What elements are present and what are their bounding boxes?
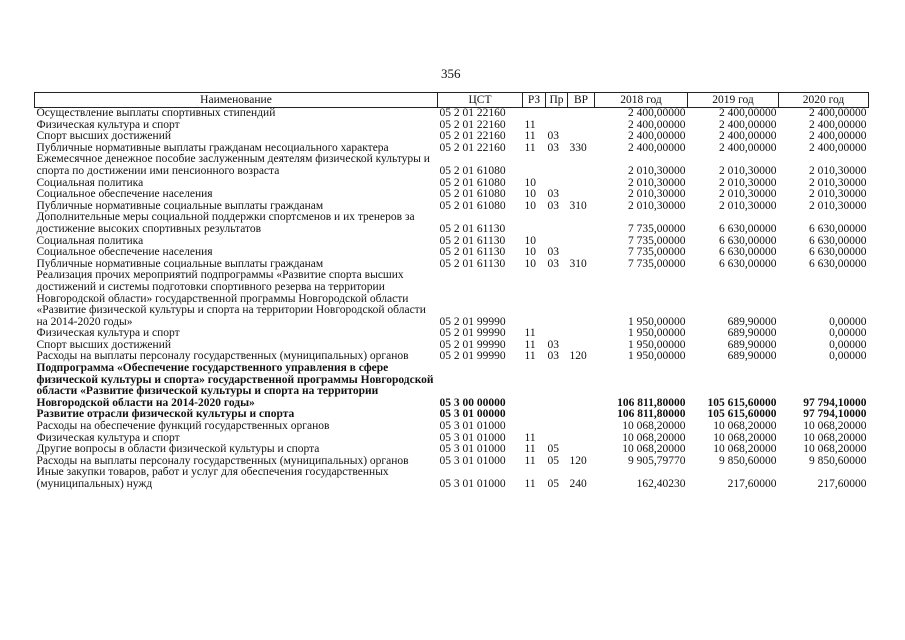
row-cst: 05 2 01 61080 xyxy=(439,188,506,201)
row-vr: 330 xyxy=(569,141,587,154)
row-pr xyxy=(546,270,568,328)
table-body xyxy=(35,108,869,491)
row-cst: 05 3 00 00000 xyxy=(439,396,506,409)
row-cst: 05 3 01 01000 xyxy=(439,454,506,467)
row-cst: 05 3 01 01000 xyxy=(439,420,506,433)
row-pr xyxy=(546,154,568,177)
row-value-2019: 10 068,20000 xyxy=(713,420,777,433)
row-value-2019: 2 400,00000 xyxy=(719,130,777,143)
row-value-2020: 2 010,30000 xyxy=(809,176,867,189)
row-value-2019: 217,60000 xyxy=(727,478,777,490)
row-cst: 05 2 01 61080 xyxy=(439,199,506,212)
row-rz: 11 xyxy=(524,478,536,490)
row-value-2020: 0,00000 xyxy=(829,350,867,363)
row-name: Расходы на выплаты персоналу государственных (муниципальных) органов xyxy=(36,350,409,363)
row-pr: 03 xyxy=(547,141,559,154)
row-value-2018: 2 400,00000 xyxy=(628,141,686,154)
page-number: 356 xyxy=(441,66,461,81)
row-cst: 05 2 01 22160 xyxy=(439,107,506,119)
row-name: Социальная политика xyxy=(36,176,144,189)
row-value-2020: 10 068,20000 xyxy=(803,443,867,456)
row-cst: 05 2 01 61130 xyxy=(439,222,506,235)
row-name: Осуществление выплаты спортивных стипендий xyxy=(36,107,276,119)
row-vr xyxy=(568,247,595,259)
row-value-2018: 10 068,20000 xyxy=(622,443,686,456)
header-cst: ЦСТ xyxy=(438,93,523,108)
row-rz: 10 xyxy=(524,199,536,212)
row-cst: 05 2 01 99990 xyxy=(439,350,506,363)
row-value-2019: 689,90000 xyxy=(727,350,777,363)
row-pr: 03 xyxy=(547,257,559,270)
row-value-2019: 10 068,20000 xyxy=(713,431,777,444)
row-value-2020: 6 630,00000 xyxy=(809,246,867,259)
header-2020: 2020 год xyxy=(779,93,869,108)
row-value-2018: 2 010,30000 xyxy=(628,176,686,189)
row-rz: 10 xyxy=(524,257,536,270)
row-cst: 05 3 01 01000 xyxy=(439,443,506,456)
row-cst: 05 2 01 22160 xyxy=(439,141,506,154)
row-value-2020: 0,00000 xyxy=(829,327,867,340)
row-cst: 05 2 01 99990 xyxy=(439,327,506,340)
header-pr: Пр xyxy=(546,93,568,108)
row-vr xyxy=(568,270,595,328)
row-vr xyxy=(568,409,595,421)
row-value-2019: 2 010,30000 xyxy=(719,188,777,201)
row-vr xyxy=(568,363,595,409)
row-value-2018: 162,40230 xyxy=(636,478,686,490)
row-vr xyxy=(568,212,595,235)
row-rz xyxy=(523,154,546,177)
row-vr xyxy=(568,328,595,340)
row-vr: 120 xyxy=(569,350,587,363)
table-row xyxy=(35,363,869,409)
header-rz: РЗ xyxy=(523,93,546,108)
row-pr: 05 xyxy=(547,443,559,456)
row-value-2019: 6 630,00000 xyxy=(719,222,777,235)
row-value-2020: 2 400,00000 xyxy=(809,141,867,154)
row-value-2019: 689,90000 xyxy=(727,315,777,328)
row-rz: 11 xyxy=(524,327,536,340)
row-pr: 03 xyxy=(547,246,559,259)
row-value-2020: 97 794,10000 xyxy=(803,408,867,421)
row-vr: 120 xyxy=(569,454,587,467)
row-rz: 10 xyxy=(524,246,536,259)
table-header-row xyxy=(35,93,869,108)
row-rz: 11 xyxy=(524,130,536,143)
row-pr: 03 xyxy=(547,199,559,212)
row-vr xyxy=(568,154,595,177)
row-name: Реализация прочих мероприятий подпрограммы «Развитие спорта высших достижений и системы подготовки спортивного резерва на территории Новгородской области» государственной программы Новгородской области «Развитие физической культуры и спорта на территории Новгородской области на 2014-2020 годы» xyxy=(36,269,426,328)
row-cst: 05 2 01 22160 xyxy=(439,118,506,131)
row-pr xyxy=(546,409,568,421)
row-value-2020: 6 630,00000 xyxy=(809,222,867,235)
row-cst: 05 2 01 99990 xyxy=(439,315,506,328)
row-value-2019: 2 010,30000 xyxy=(719,199,777,212)
row-rz xyxy=(523,108,546,120)
row-value-2020: 2 400,00000 xyxy=(809,107,867,119)
row-rz: 11 xyxy=(524,443,536,456)
row-name: Публичные нормативные социальные выплаты гражданам xyxy=(36,257,324,270)
row-rz: 11 xyxy=(524,454,536,467)
row-pr: 05 xyxy=(547,454,559,467)
row-vr xyxy=(568,178,595,190)
row-name: Публичные нормативные социальные выплаты гражданам xyxy=(36,199,324,212)
row-value-2018: 7 735,00000 xyxy=(628,246,686,259)
row-rz: 10 xyxy=(524,234,536,247)
row-value-2018: 9 905,79770 xyxy=(628,454,686,467)
row-value-2018: 2 400,00000 xyxy=(628,130,686,143)
row-pr: 03 xyxy=(547,338,559,351)
row-pr xyxy=(546,421,568,433)
row-value-2020: 10 068,20000 xyxy=(803,431,867,444)
row-cst: 05 3 01 01000 xyxy=(439,431,506,444)
row-cst: 05 2 01 22160 xyxy=(439,130,506,143)
row-pr xyxy=(546,212,568,235)
row-value-2018: 10 068,20000 xyxy=(622,431,686,444)
row-pr xyxy=(546,108,568,120)
table-row xyxy=(35,467,869,490)
row-vr xyxy=(568,189,595,201)
row-name: Физическая культура и спорт xyxy=(36,327,180,340)
row-value-2019: 2 400,00000 xyxy=(719,107,777,119)
row-value-2020: 217,60000 xyxy=(817,478,867,490)
row-value-2018: 106 811,80000 xyxy=(617,408,686,421)
row-value-2020: 6 630,00000 xyxy=(809,257,867,270)
row-cst: 05 2 01 99990 xyxy=(439,338,506,351)
row-value-2019: 9 850,60000 xyxy=(719,454,777,467)
row-pr: 03 xyxy=(547,130,559,143)
row-vr xyxy=(568,421,595,433)
row-value-2019: 6 630,00000 xyxy=(719,234,777,247)
row-name: Спорт высших достижений xyxy=(36,338,172,351)
table-row xyxy=(35,108,869,120)
row-value-2018: 2 400,00000 xyxy=(628,107,686,119)
row-name: Ежемесячное денежное пособие заслуженным деятелям физической культуры и спорта по достижении ими пенсионного возраста xyxy=(36,153,430,177)
header-name: Наименование xyxy=(35,93,438,108)
row-value-2019: 2 400,00000 xyxy=(719,118,777,131)
row-vr xyxy=(568,120,595,132)
row-vr: 240 xyxy=(569,478,587,490)
row-name: Социальное обеспечение населения xyxy=(36,188,213,201)
row-rz xyxy=(523,421,546,433)
row-value-2019: 6 630,00000 xyxy=(719,257,777,270)
row-vr xyxy=(568,236,595,248)
header-2019: 2019 год xyxy=(688,93,779,108)
row-value-2020: 97 794,10000 xyxy=(803,396,867,409)
row-name: Публичные нормативные выплаты гражданам несоциального характера xyxy=(36,141,389,154)
row-rz: 11 xyxy=(524,141,536,154)
row-name: Социальная политика xyxy=(36,234,144,247)
row-value-2018: 2 010,30000 xyxy=(628,164,686,177)
row-name: Расходы на обеспечение функций государственных органов xyxy=(36,420,330,433)
row-name: Физическая культура и спорт xyxy=(36,431,180,444)
row-rz xyxy=(523,363,546,409)
row-pr xyxy=(546,363,568,409)
row-value-2018: 10 068,20000 xyxy=(622,420,686,433)
row-value-2020: 2 010,30000 xyxy=(809,188,867,201)
row-cst: 05 2 01 61130 xyxy=(439,234,506,247)
row-value-2018: 2 400,00000 xyxy=(628,118,686,131)
table-row xyxy=(35,154,869,177)
row-name: Иные закупки товаров, работ и услуг для обеспечения государственных (муниципальных) нужд xyxy=(36,466,389,490)
row-cst: 05 2 01 61130 xyxy=(439,257,506,270)
row-value-2020: 0,00000 xyxy=(829,338,867,351)
row-value-2020: 2 400,00000 xyxy=(809,118,867,131)
row-value-2020: 6 630,00000 xyxy=(809,234,867,247)
row-value-2020: 0,00000 xyxy=(829,315,867,328)
row-value-2020: 10 068,20000 xyxy=(803,420,867,433)
row-value-2019: 10 068,20000 xyxy=(713,443,777,456)
row-value-2018: 1 950,00000 xyxy=(628,327,686,340)
row-value-2019: 2 400,00000 xyxy=(719,141,777,154)
row-name: Физическая культура и спорт xyxy=(36,118,180,131)
row-rz: 11 xyxy=(524,118,536,131)
row-vr: 310 xyxy=(569,199,587,212)
row-cst: 05 3 01 01000 xyxy=(439,478,506,490)
row-rz xyxy=(523,409,546,421)
row-value-2020: 2 010,30000 xyxy=(809,199,867,212)
row-name: Спорт высших достижений xyxy=(36,130,172,143)
row-name: Развитие отрасли физической культуры и спорта xyxy=(36,408,295,421)
row-cst: 05 3 01 00000 xyxy=(439,408,506,421)
row-rz: 11 xyxy=(524,431,536,444)
row-value-2019: 689,90000 xyxy=(727,338,777,351)
row-value-2019: 689,90000 xyxy=(727,327,777,340)
row-pr: 03 xyxy=(547,188,559,201)
budget-table xyxy=(34,92,869,491)
row-value-2019: 105 615,60000 xyxy=(707,396,777,409)
row-cst: 05 2 01 61130 xyxy=(439,246,506,259)
row-vr xyxy=(568,108,595,120)
row-rz: 11 xyxy=(524,338,536,351)
row-rz xyxy=(523,212,546,235)
row-value-2018: 1 950,00000 xyxy=(628,350,686,363)
header-vr: ВР xyxy=(568,93,595,108)
row-vr xyxy=(568,433,595,445)
row-value-2018: 1 950,00000 xyxy=(628,338,686,351)
row-value-2019: 6 630,00000 xyxy=(719,246,777,259)
row-value-2018: 2 010,30000 xyxy=(628,199,686,212)
row-rz: 10 xyxy=(524,188,536,201)
table-row xyxy=(35,189,869,201)
row-value-2018: 2 010,30000 xyxy=(628,188,686,201)
row-rz: 10 xyxy=(524,176,536,189)
row-value-2018: 7 735,00000 xyxy=(628,257,686,270)
row-value-2018: 1 950,00000 xyxy=(628,315,686,328)
row-value-2020: 2 400,00000 xyxy=(809,130,867,143)
table-row xyxy=(35,421,869,433)
row-cst: 05 2 01 61080 xyxy=(439,164,506,177)
row-rz xyxy=(523,270,546,328)
row-value-2020: 2 010,30000 xyxy=(809,164,867,177)
row-value-2020: 9 850,60000 xyxy=(809,454,867,467)
row-name: Другие вопросы в области физической культуры и спорта xyxy=(36,443,320,456)
row-cst: 05 2 01 61080 xyxy=(439,176,506,189)
row-rz: 11 xyxy=(524,350,536,363)
table-row xyxy=(35,270,869,328)
row-pr: 03 xyxy=(547,350,559,363)
table-row xyxy=(35,212,869,235)
row-value-2019: 2 010,30000 xyxy=(719,164,777,177)
row-vr: 310 xyxy=(569,257,587,270)
row-name: Подпрограмма «Обеспечение государственного управления в сфере физической культуры и спорта» государственной программы Новгородской области «Развитие физической культуры и спорта на территории Новгородской области на 2014-2020 годы» xyxy=(36,362,434,409)
table-row xyxy=(35,247,869,259)
row-value-2018: 7 735,00000 xyxy=(628,234,686,247)
row-value-2019: 2 010,30000 xyxy=(719,176,777,189)
header-2018: 2018 год xyxy=(595,93,688,108)
row-value-2018: 7 735,00000 xyxy=(628,222,686,235)
row-name: Дополнительные меры социальной поддержки спортсменов и их тренеров за достижение высоких спортивных результатов xyxy=(36,211,415,235)
row-value-2019: 105 615,60000 xyxy=(707,408,777,421)
row-name: Расходы на выплаты персоналу государственных (муниципальных) органов xyxy=(36,454,409,467)
row-name: Социальное обеспечение населения xyxy=(36,246,213,259)
row-pr: 05 xyxy=(547,478,559,490)
row-value-2018: 106 811,80000 xyxy=(617,396,686,409)
